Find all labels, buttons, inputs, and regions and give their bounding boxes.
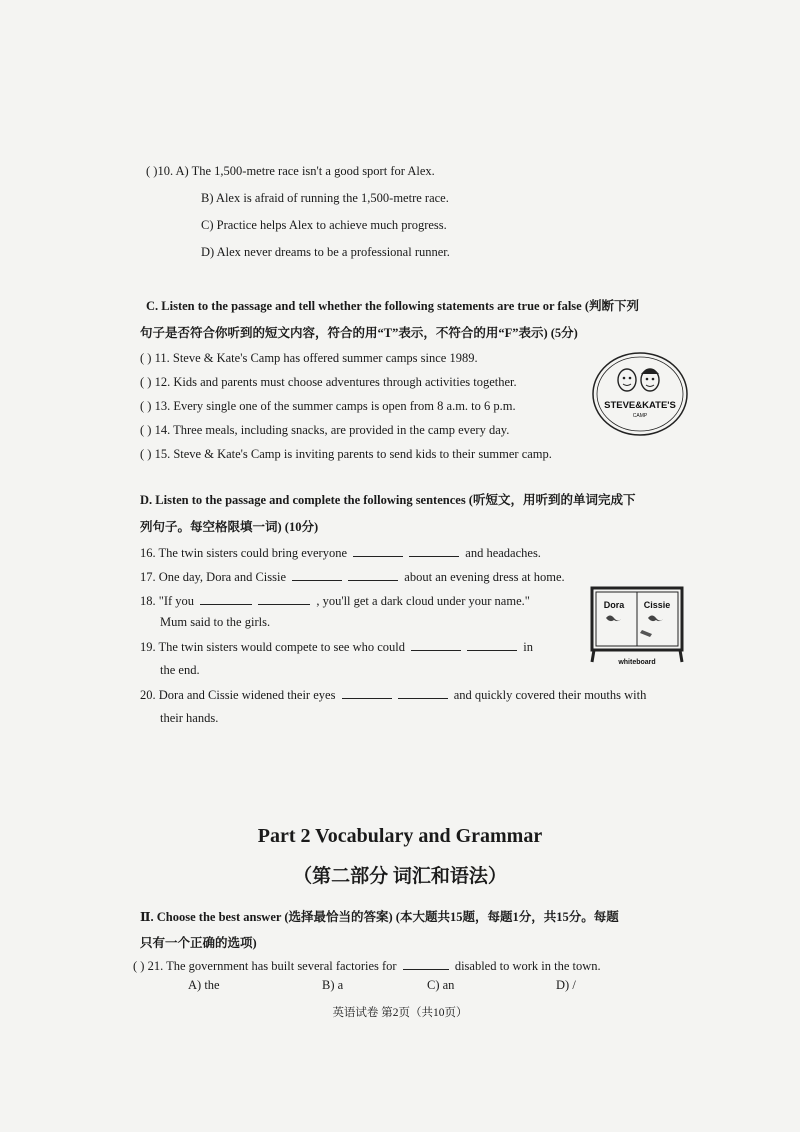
q14: ( ) 14. Three meals, including snacks, are provided in the camp every day.	[140, 423, 510, 437]
section-ii-header-2: 只有一个正确的选项)	[140, 936, 257, 950]
q10-option-d: D) Alex never dreams to be a professional runner.	[201, 245, 450, 259]
q20-blank-1[interactable]	[342, 686, 392, 699]
q17-blank-2[interactable]	[348, 568, 398, 581]
logo-text: STEVE&KATE'S	[604, 400, 676, 411]
q16-blank-1[interactable]	[353, 544, 403, 557]
q18-text-end: , you'll get a dark cloud under your name."	[316, 594, 530, 608]
q16-blank-2[interactable]	[409, 544, 459, 557]
q17-text: 17. One day, Dora and Cissie	[140, 570, 287, 584]
q18	[140, 592, 530, 609]
q19-text-end: in	[523, 640, 533, 654]
q18-blank-1[interactable]	[200, 592, 252, 605]
q21-blank[interactable]	[403, 957, 449, 970]
q10-line	[146, 163, 435, 179]
q15: ( ) 15. Steve & Kate's Camp is inviting parents to send kids to their summer camp.	[140, 447, 552, 461]
section-c-header-1: C. Listen to the passage and tell whether the following statements are true or false (判断下列	[146, 299, 640, 313]
q19-blank-2[interactable]	[467, 638, 517, 651]
q17	[140, 568, 565, 585]
logo-subtext: CAMP	[632, 413, 648, 419]
q19	[140, 638, 533, 655]
page-footer: 英语试卷 第2页（共10页）	[332, 1007, 468, 1019]
q21-option-d[interactable]: D) /	[556, 978, 576, 992]
q21-option-c[interactable]: C) an	[427, 978, 455, 992]
q18-text: 18. "If you	[140, 594, 195, 608]
q21-option-a[interactable]: A) the	[188, 978, 220, 992]
q21-text: ( ) 21. The government has built several factories for	[133, 959, 397, 973]
q19-line-2: the end.	[160, 663, 200, 677]
q21-text-end: disabled to work in the town.	[454, 959, 601, 973]
q21	[133, 957, 601, 974]
q18-line-2: Mum said to the girls.	[160, 615, 271, 629]
q12: ( ) 12. Kids and parents must choose adventures through activities together.	[140, 375, 517, 389]
q21-option-b[interactable]: B) a	[322, 978, 344, 992]
q10-number: ( )10.	[146, 164, 174, 178]
q13: ( ) 13. Every single one of the summer camps is open from 8 a.m. to 6 p.m.	[140, 399, 516, 413]
q17-text-end: about an evening dress at home.	[404, 570, 565, 584]
q20-text: 20. Dora and Cissie widened their eyes	[140, 688, 336, 702]
whiteboard-illustration	[584, 584, 690, 670]
section-d-header-2: 列句子。每空格限填一词) (10分)	[140, 520, 319, 534]
q16-text: 16. The twin sisters could bring everyone	[140, 546, 348, 560]
whiteboard-label: whiteboard	[618, 659, 656, 666]
section-d-header-1: D. Listen to the passage and complete the following sentences (听短文，用听到的单词完成下	[140, 493, 636, 507]
camp-logo	[590, 350, 690, 438]
board-name-dora: Dora	[603, 600, 625, 610]
cloud-drawing-1	[606, 616, 622, 622]
q20	[140, 686, 646, 703]
q11: ( ) 11. Steve & Kate's Camp has offered summer camps since 1989.	[140, 351, 478, 365]
q10-option-a: A) The 1,500-metre race isn't a good sport for Alex.	[175, 164, 435, 178]
q16	[140, 544, 541, 561]
q20-text-end: and quickly covered their mouths with	[453, 688, 647, 702]
marker-icon	[640, 630, 652, 637]
q17-blank-1[interactable]	[292, 568, 342, 581]
section-c-header-2: 句子是否符合你听到的短文内容，符合的用“T”表示，不符合的用“F”表示) (5分)	[140, 326, 578, 340]
cloud-drawing-2	[648, 616, 664, 622]
q20-blank-2[interactable]	[398, 686, 448, 699]
board-name-cissie: Cissie	[643, 600, 671, 610]
q18-blank-2[interactable]	[258, 592, 310, 605]
part2-title: Part 2 Vocabulary and Grammar	[257, 825, 543, 847]
q19-text: 19. The twin sisters would compete to see who could	[140, 640, 406, 654]
q10-option-c: C) Practice helps Alex to achieve much progress.	[201, 218, 447, 232]
q16-text-end: and headaches.	[465, 546, 541, 560]
q19-blank-1[interactable]	[411, 638, 461, 651]
section-ii-header-1: Ⅱ. Choose the best answer (选择最恰当的答案) (本大题共15题，每题1分，共15分。每题	[140, 910, 619, 924]
q20-line-2: their hands.	[160, 711, 219, 725]
q10-option-b: B) Alex is afraid of running the 1,500-metre race.	[201, 191, 449, 205]
part2-subtitle: （第二部分 词汇和语法）	[293, 866, 507, 887]
